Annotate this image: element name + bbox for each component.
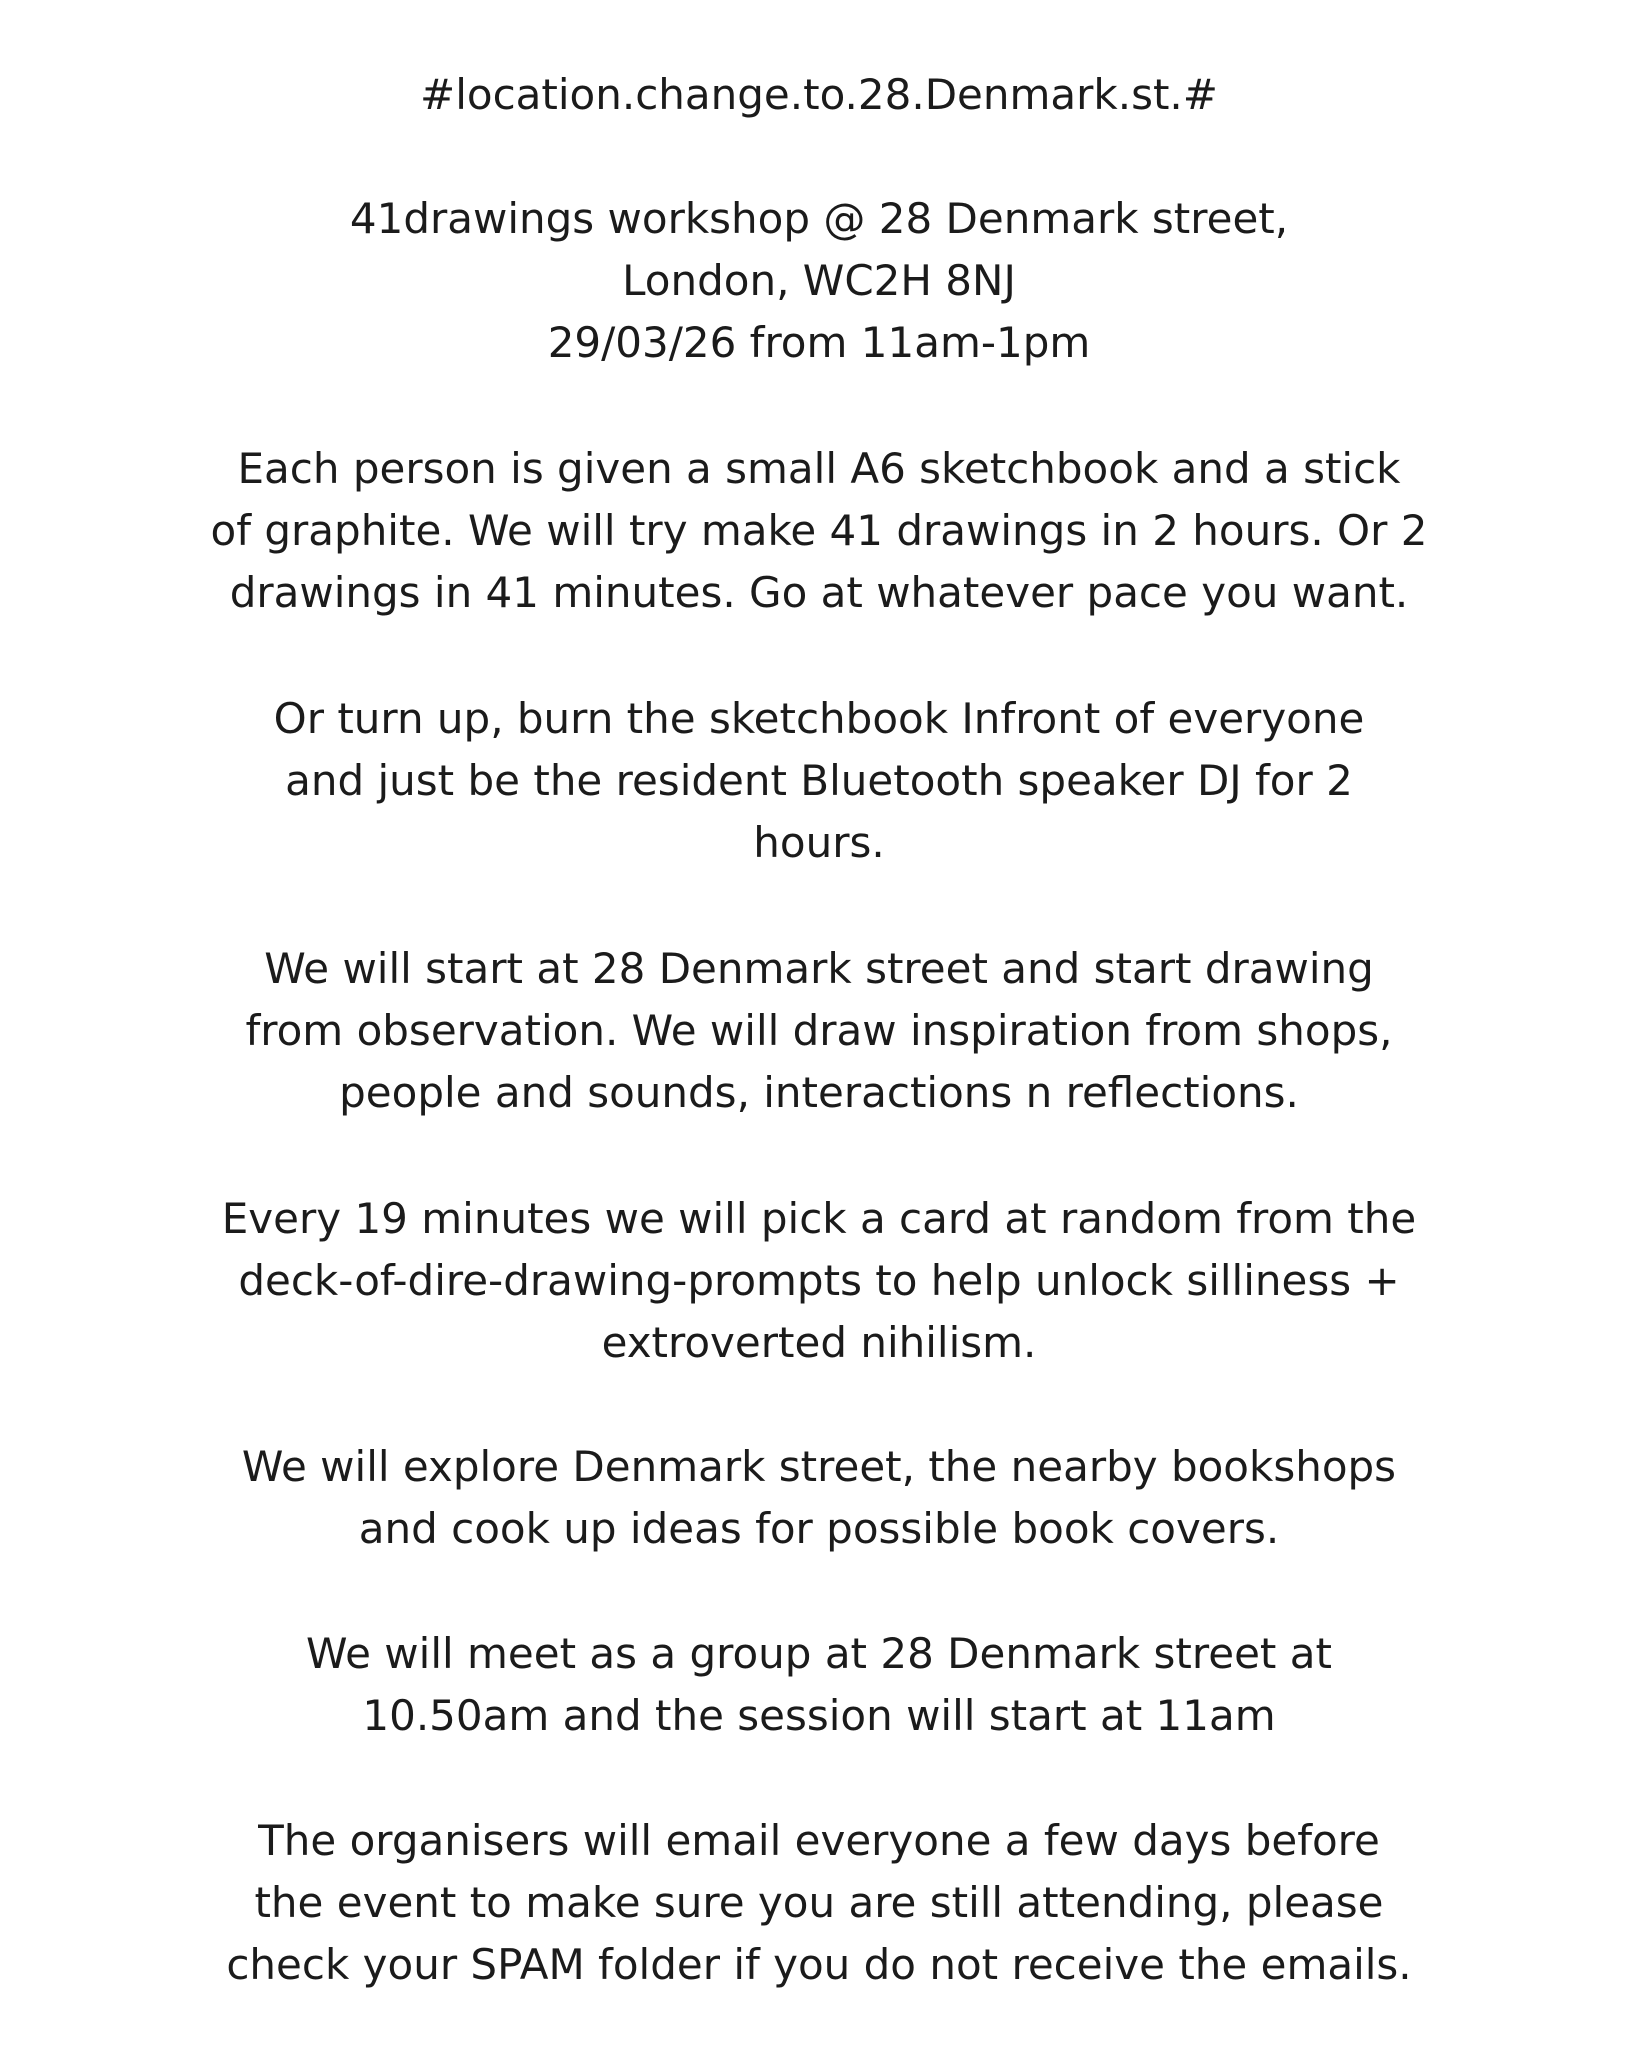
paragraph-prompts [0, 1188, 1638, 1374]
event-details [0, 188, 1638, 374]
paragraph-explore [0, 1436, 1638, 1560]
location-change-heading [0, 64, 1638, 126]
event-date-time-line: 29/03/26 from 11am-1pm [547, 318, 1091, 367]
paragraph-line: 10.50am and the session will start at 11am [362, 1691, 1276, 1740]
paragraph-dj [0, 688, 1638, 874]
paragraph-line: people and sounds, interactions n reflections. [339, 1068, 1299, 1117]
paragraph-line: hours. [753, 818, 885, 867]
paragraph-line: extroverted nihilism. [601, 1318, 1037, 1367]
paragraph-line: We will meet as a group at 28 Denmark street at [306, 1629, 1332, 1678]
paragraph-line: We will start at 28 Denmark street and start drawing [264, 944, 1374, 993]
paragraph-line: Every 19 minutes we will pick a card at random from the [221, 1194, 1417, 1243]
paragraph-line: from observation. We will draw inspiration from shops, [245, 1006, 1393, 1055]
paragraph-meeting [0, 1623, 1638, 1747]
paragraph-line: The organisers will email everyone a few days before [258, 1816, 1380, 1865]
paragraph-line: and cook up ideas for possible book covers. [358, 1504, 1280, 1553]
paragraph-line: We will explore Denmark street, the nearby bookshops [241, 1442, 1397, 1491]
paragraph-observation [0, 938, 1638, 1124]
paragraph-line: Or turn up, burn the sketchbook Infront of everyone [273, 694, 1365, 743]
paragraph-line: deck-of-dire-drawing-prompts to help unlock silliness + [238, 1256, 1400, 1305]
paragraph-line: check your SPAM folder if you do not receive the emails. [226, 1940, 1412, 1989]
paragraph-sketchbook [0, 438, 1638, 624]
event-address-line: London, WC2H 8NJ [622, 256, 1016, 305]
paragraph-line: drawings in 41 minutes. Go at whatever pace you want. [229, 568, 1409, 617]
paragraph-line: of graphite. We will try make 41 drawings in 2 hours. Or 2 [210, 506, 1428, 555]
paragraph-line: the event to make sure you are still attending, please [254, 1878, 1384, 1927]
paragraph-email [0, 1810, 1638, 1996]
paragraph-line: and just be the resident Bluetooth speaker DJ for 2 [285, 756, 1353, 805]
paragraph-line: Each person is given a small A6 sketchbook and a stick [237, 444, 1401, 493]
event-title-line: 41drawings workshop @ 28 Denmark street, [349, 194, 1289, 243]
heading-line: #location.change.to.28.Denmark.st.# [420, 70, 1218, 119]
